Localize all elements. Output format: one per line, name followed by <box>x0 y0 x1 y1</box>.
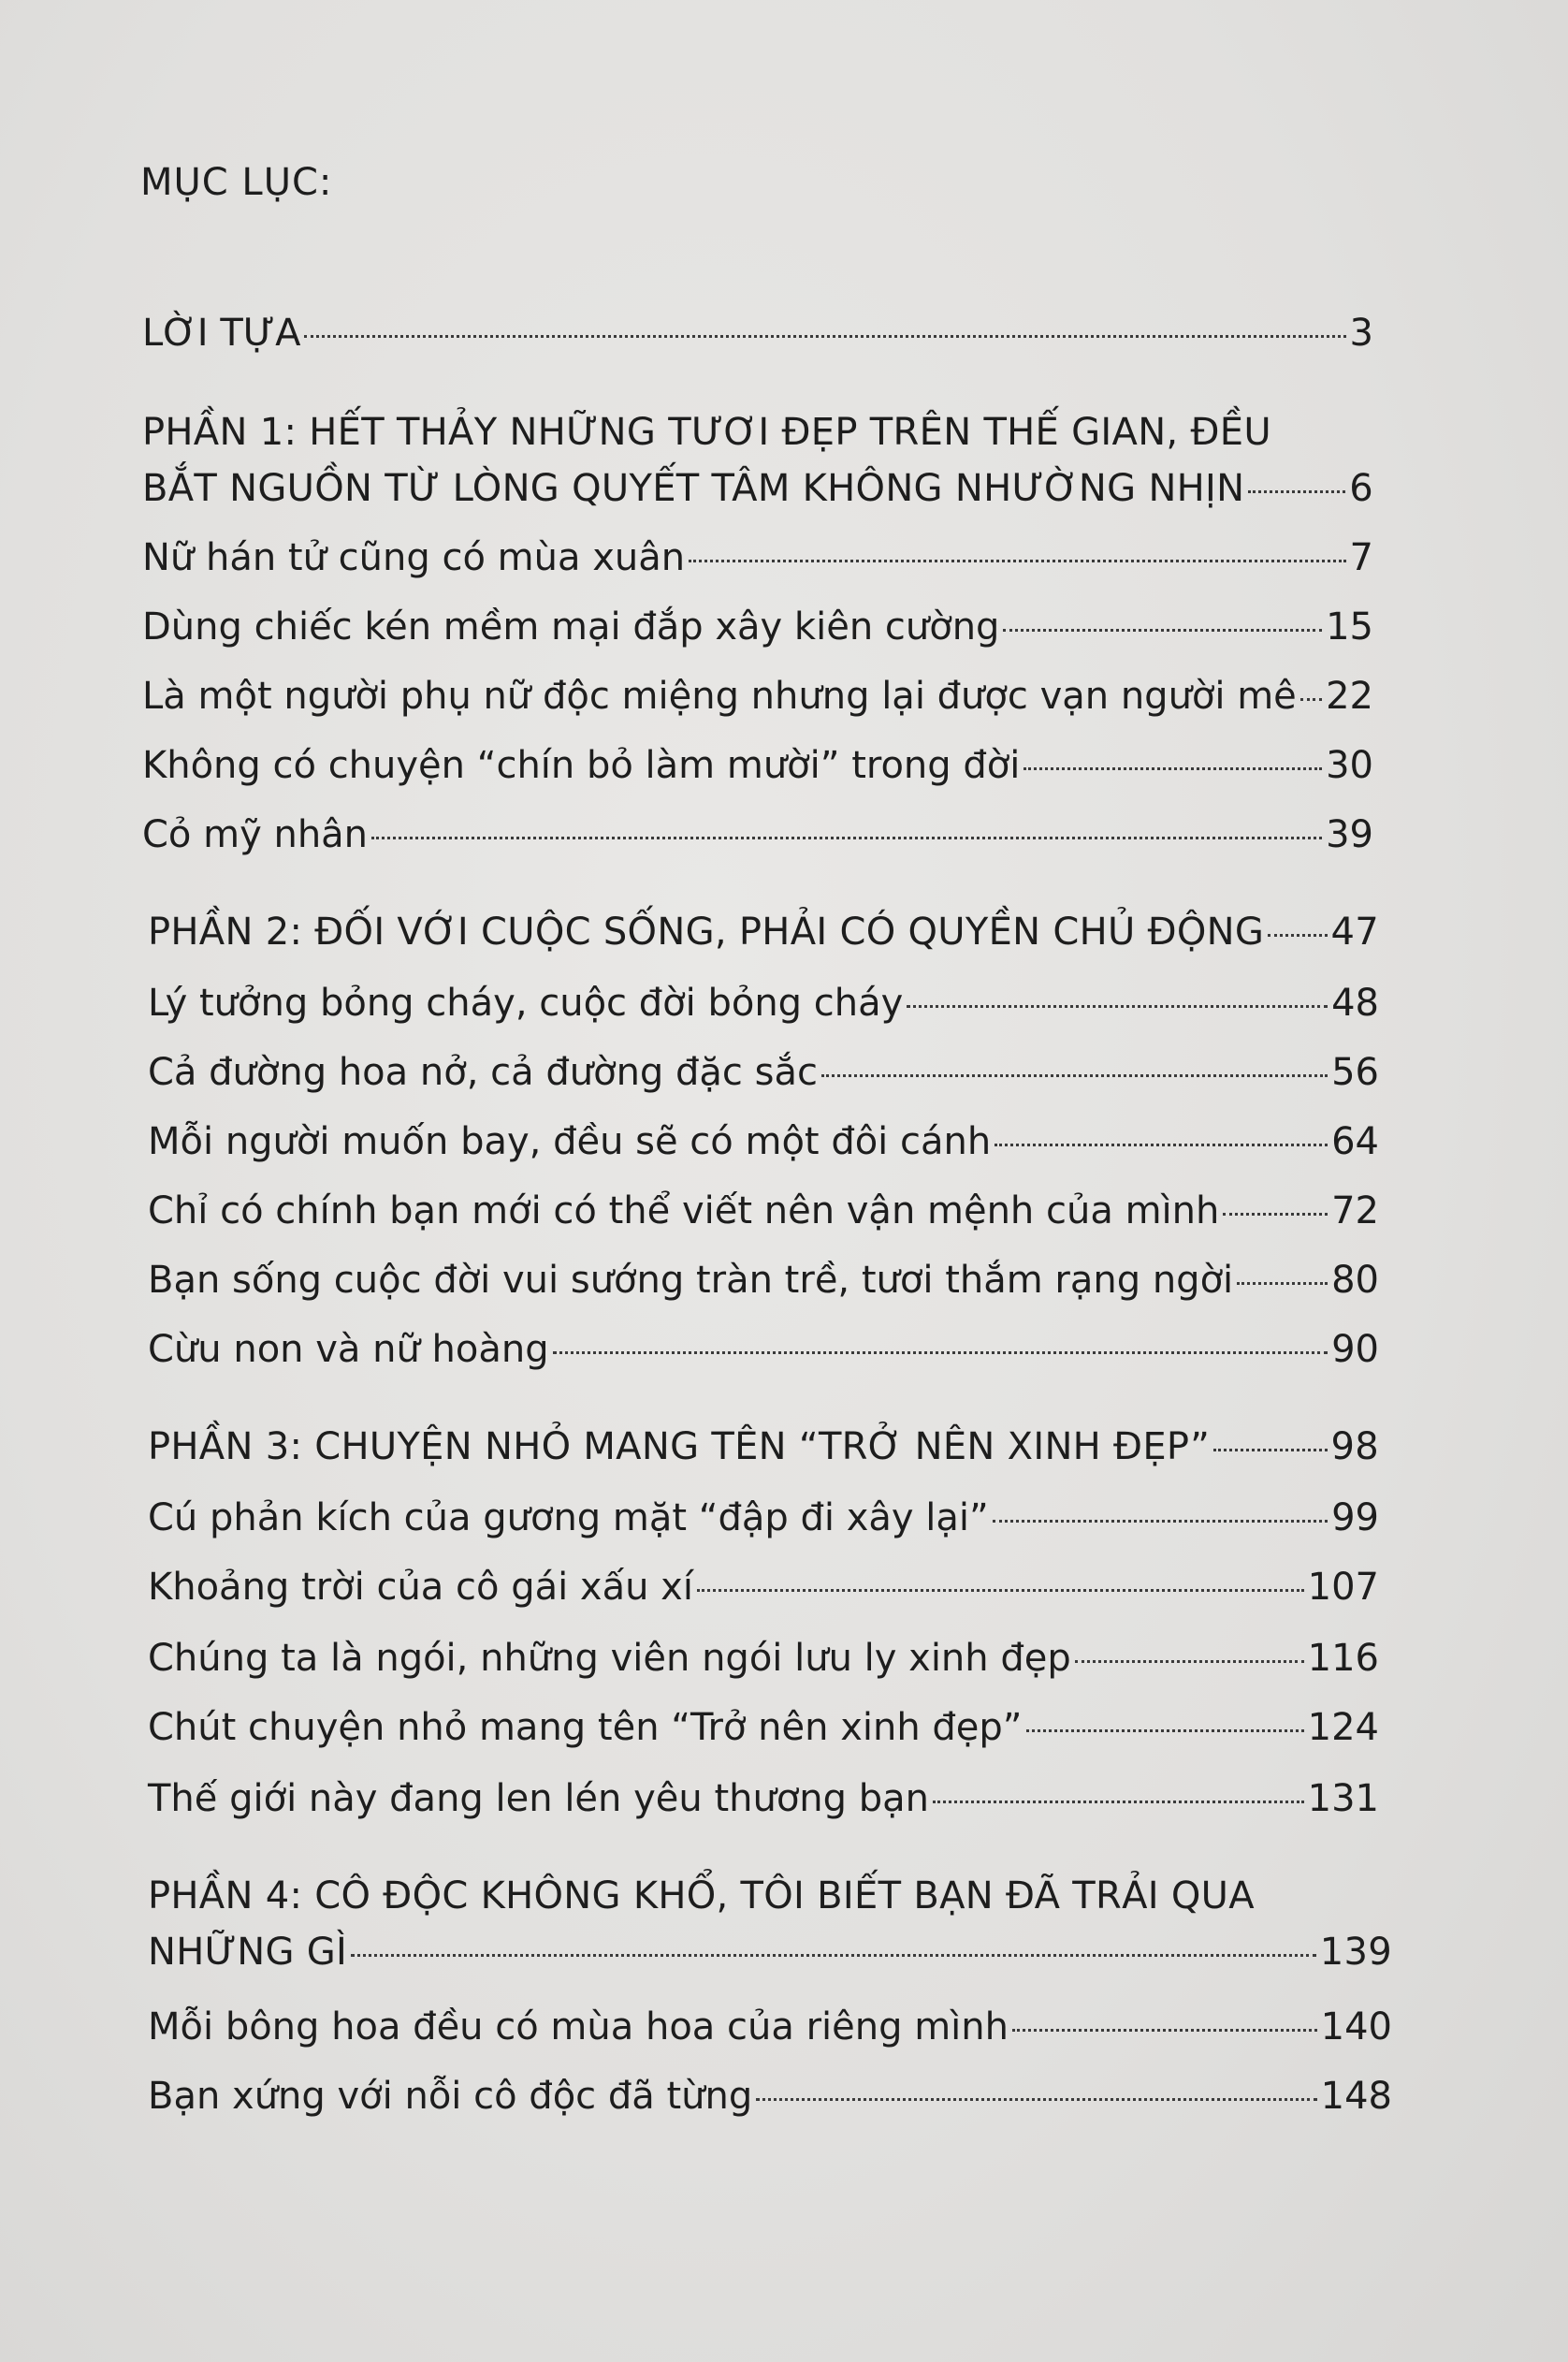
entry-page-number: 124 <box>1307 1706 1379 1749</box>
entry-page-number: 139 <box>1319 1931 1392 1974</box>
entry-title: Cả đường hoa nở, cả đường đặc sắc <box>148 1051 818 1094</box>
toc-entry <box>148 1114 1379 1170</box>
entry-title: Cỏ mỹ nhân <box>142 813 369 856</box>
dot-leader <box>821 1074 1328 1077</box>
entry-title: Không có chuyện “chín bỏ làm mười” trong đời <box>142 744 1021 787</box>
dot-leader <box>371 837 1322 839</box>
entry-title: Khoảng trời của cô gái xấu xí <box>148 1566 693 1609</box>
entry-title: Mỗi người muốn bay, đều sẽ có một đôi cánh <box>148 1120 992 1163</box>
entry-title: Chúng ta là ngói, những viên ngói lưu ly xinh đẹp <box>148 1637 1071 1680</box>
dot-leader <box>351 1954 1316 1957</box>
toc-entry-part-2 <box>148 904 1379 960</box>
dot-leader <box>1003 629 1322 632</box>
entry-page-number: 72 <box>1331 1189 1379 1232</box>
toc-entry <box>142 807 1373 863</box>
part-title-line1: PHẦN 4: CÔ ĐỘC KHÔNG KHỔ, TÔI BIẾT BẠN ĐÃ TRẢI QUA <box>148 1874 1255 1917</box>
entry-page-number: 15 <box>1326 605 1373 649</box>
entry-page-number: 107 <box>1307 1566 1379 1609</box>
entry-page-number: 98 <box>1330 1425 1379 1468</box>
entry-title: Nữ hán tử cũng có mùa xuân <box>142 536 686 579</box>
dot-leader <box>697 1589 1304 1592</box>
dot-leader <box>995 1144 1328 1146</box>
dot-leader <box>993 1520 1328 1523</box>
dot-leader <box>1248 490 1345 493</box>
toc-entry <box>148 1630 1379 1686</box>
dot-leader <box>1024 767 1322 770</box>
part-title-line2: NHỮNG GÌ <box>148 1931 348 1974</box>
entry-title: Chút chuyện nhỏ mang tên “Trở nên xinh đẹp” <box>148 1706 1023 1749</box>
entry-title: Là một người phụ nữ độc miệng nhưng lại được vạn người mê <box>142 675 1297 718</box>
entry-title: Cú phản kích của gương mặt “đập đi xây lại” <box>148 1496 989 1539</box>
entry-page-number: 148 <box>1320 2075 1392 2118</box>
entry-page-number: 99 <box>1331 1496 1379 1539</box>
entry-title: Thế giới này đang len lén yêu thương bạn <box>148 1777 930 1820</box>
toc-entry <box>148 1771 1379 1827</box>
toc-entry <box>148 975 1379 1031</box>
entry-title: Bạn xứng với nỗi cô độc đã từng <box>148 2075 753 2118</box>
dot-leader <box>1026 1729 1304 1732</box>
entry-title: Cừu non và nữ hoàng <box>148 1328 549 1371</box>
toc-entry-part-1 <box>142 404 1373 517</box>
dot-leader <box>1213 1449 1327 1451</box>
entry-page-number: 140 <box>1320 2005 1392 2049</box>
entry-title: Lý tưởng bỏng cháy, cuộc đời bỏng cháy <box>148 982 904 1025</box>
entry-title: LỜI TỰA <box>142 312 301 355</box>
entry-title: Mỗi bông hoa đều có mùa hoa của riêng mình <box>148 2005 1009 2049</box>
entry-page-number: 7 <box>1349 536 1373 579</box>
toc-entry-part-4 <box>148 1868 1392 1980</box>
entry-page-number: 90 <box>1331 1328 1379 1371</box>
dot-leader <box>1237 1282 1328 1285</box>
toc-entry <box>142 737 1373 794</box>
entry-title: Dùng chiếc kén mềm mại đắp xây kiên cường <box>142 605 1000 649</box>
entry-page-number: 6 <box>1349 467 1373 510</box>
toc-entry-preface <box>142 305 1373 361</box>
dot-leader <box>1012 2029 1317 2032</box>
toc-entry-part-3 <box>148 1419 1379 1475</box>
dot-leader <box>933 1801 1304 1803</box>
entry-page-number: 30 <box>1326 744 1373 787</box>
entry-title: Bạn sống cuộc đời vui sướng tràn trề, tươi thắm rạng ngời <box>148 1259 1234 1302</box>
entry-page-number: 56 <box>1331 1051 1379 1094</box>
toc-entry <box>148 1999 1392 2055</box>
dot-leader <box>1300 698 1322 701</box>
toc-entry <box>148 2068 1392 2124</box>
toc-title: MỤC LỤC: <box>140 161 333 204</box>
toc-entry <box>142 599 1373 655</box>
dot-leader <box>1268 934 1327 937</box>
toc-entry <box>148 1183 1379 1239</box>
entry-page-number: 64 <box>1331 1120 1379 1163</box>
entry-page-number: 22 <box>1326 675 1373 718</box>
toc-entry <box>148 1321 1379 1378</box>
dot-leader <box>689 560 1345 562</box>
entry-page-number: 3 <box>1349 312 1373 355</box>
part-title: PHẦN 2: ĐỐI VỚI CUỘC SỐNG, PHẢI CÓ QUYỀN CHỦ ĐỘNG <box>148 911 1265 954</box>
entry-page-number: 39 <box>1326 813 1373 856</box>
dot-leader <box>756 2098 1316 2101</box>
entry-page-number: 80 <box>1331 1259 1379 1302</box>
toc-entry <box>142 530 1373 586</box>
part-title: PHẦN 3: CHUYỆN NHỎ MANG TÊN “TRỞ NÊN XINH ĐẸP” <box>148 1425 1211 1468</box>
entry-page-number: 131 <box>1307 1777 1379 1820</box>
toc-entry <box>148 1252 1379 1308</box>
dot-leader <box>1075 1660 1304 1663</box>
dot-leader <box>907 1005 1328 1008</box>
entry-title: Chỉ có chính bạn mới có thể viết nên vận mệnh của mình <box>148 1189 1220 1232</box>
dot-leader <box>1223 1213 1328 1216</box>
toc-entry <box>148 1699 1379 1756</box>
toc-entry <box>142 668 1373 724</box>
toc-entry <box>148 1559 1379 1615</box>
entry-page-number: 116 <box>1307 1637 1379 1680</box>
part-title-line2: BẮT NGUỒN TỪ LÒNG QUYẾT TÂM KHÔNG NHƯỜNG NHỊN <box>142 467 1245 510</box>
entry-page-number: 47 <box>1330 911 1379 954</box>
toc-entry <box>148 1490 1379 1546</box>
toc-entry <box>148 1044 1379 1101</box>
part-title-line1: PHẦN 1: HẾT THẢY NHỮNG TƯƠI ĐẸP TRÊN THẾ GIAN, ĐỀU <box>142 411 1271 454</box>
dot-leader <box>553 1351 1328 1354</box>
dot-leader <box>304 335 1345 338</box>
entry-page-number: 48 <box>1331 982 1379 1025</box>
